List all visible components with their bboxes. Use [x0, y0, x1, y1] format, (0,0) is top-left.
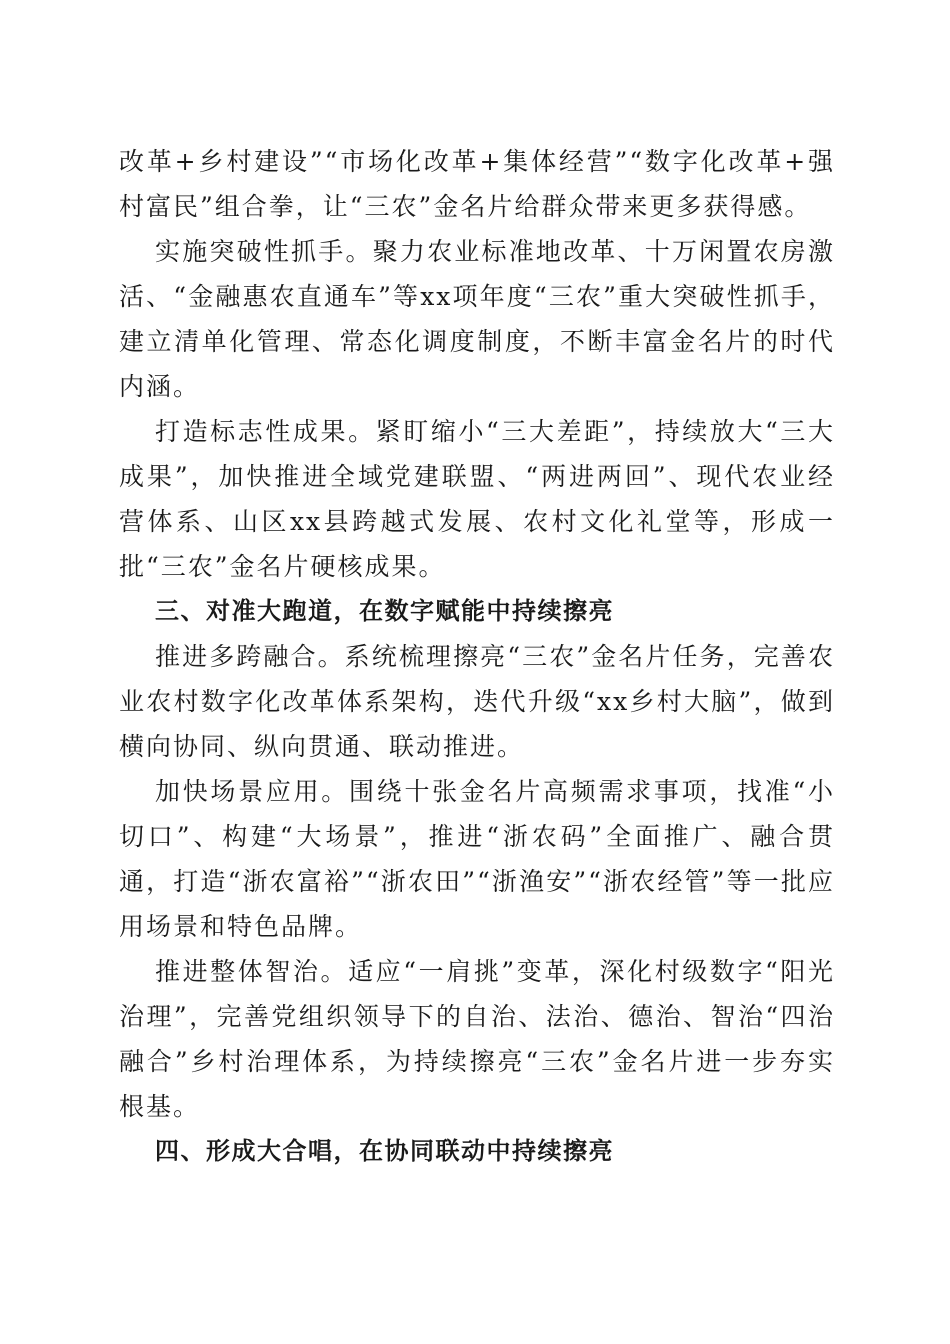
document-body	[119, 139, 835, 1174]
paragraph-landmark-results: 打造标志性成果。紧盯缩小“三大差距”，持续放大“三大成果”，加快推进全域党建联盟、“两进两回”、现代农业经营体系、山区xx县跨越式发展、农村文化礼堂等，形成一批“三农”金名片硬核成果。	[119, 417, 835, 581]
paragraph-scenario-application: 加快场景应用。围绕十张金名片高频需求事项，找准“小切口”、构建“大场景”，推进“浙农码”全面推广、融合贯通，打造“浙农富裕”“浙农田”“浙渔安”“浙农经管”等一批应用场景和特色品牌。	[119, 777, 835, 941]
section-heading-three: 三、对准大跑道，在数字赋能中持续擦亮	[155, 597, 614, 625]
paragraph-breakthrough-measures: 实施突破性抓手。聚力农业标准地改革、十万闲置农房激活、“金融惠农直通车”等xx项年度“三农”重大突破性抓手，建立清单化管理、常态化调度制度，不断丰富金名片的时代内涵。	[119, 237, 835, 401]
paragraph-cross-integration: 推进多跨融合。系统梳理擦亮“三农”金名片任务，完善农业农村数字化改革体系架构，迭代升级“xx乡村大脑”，做到横向协同、纵向贯通、联动推进。	[119, 642, 835, 761]
paragraph-holistic-governance: 推进整体智治。适应“一肩挑”变革，深化村级数字“阳光治理”，完善党组织领导下的自治、法治、德治、智治“四治融合”乡村治理体系，为持续擦亮“三农”金名片进一步夯实根基。	[119, 957, 835, 1121]
section-heading-four: 四、形成大合唱，在协同联动中持续擦亮	[155, 1137, 614, 1165]
paragraph-continuation: 改革+乡村建设”“市场化改革+集体经营”“数字化改革+强村富民”组合拳，让“三农”金名片给群众带来更多获得感。	[119, 147, 835, 221]
